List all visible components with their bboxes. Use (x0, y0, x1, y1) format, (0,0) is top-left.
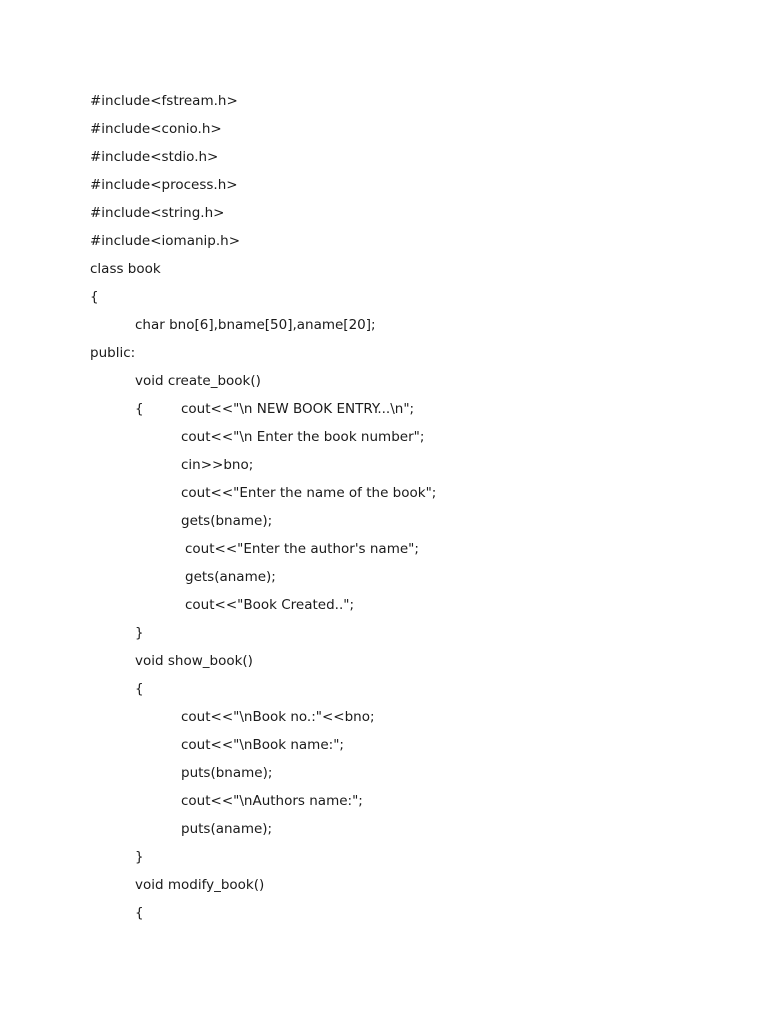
code-line (90, 762, 730, 790)
code-text: } (135, 849, 144, 865)
code-text: gets(aname); (185, 569, 276, 585)
code-text: #include<iomanip.h> (90, 233, 241, 249)
code-line (90, 342, 730, 370)
code-line (90, 146, 730, 174)
code-text: cout<<"\n NEW BOOK ENTRY...\n"; (181, 401, 415, 417)
code-line (90, 90, 730, 118)
code-text: public: (90, 345, 136, 361)
code-text: #include<fstream.h> (90, 93, 238, 109)
code-line (90, 510, 730, 538)
code-line (90, 650, 730, 678)
code-line (90, 902, 730, 930)
code-text: cout<<"Enter the author's name"; (185, 541, 419, 557)
code-line (90, 258, 730, 286)
code-line (90, 174, 730, 202)
code-line (90, 790, 730, 818)
code-text: cout<<"Enter the name of the book"; (181, 485, 437, 501)
code-line (90, 426, 730, 454)
code-text: { (135, 905, 144, 921)
code-line (90, 370, 730, 398)
code-text: puts(bname); (181, 765, 273, 781)
code-text: { (90, 289, 99, 305)
code-text: puts(aname); (181, 821, 273, 837)
code-line (90, 566, 730, 594)
code-text: cin>>bno; (181, 457, 254, 473)
code-line (90, 874, 730, 902)
code-line (90, 454, 730, 482)
code-line (90, 286, 730, 314)
code-text: char bno[6],bname[50],aname[20]; (135, 317, 376, 333)
code-text: void modify_book() (135, 877, 265, 893)
code-text: #include<stdio.h> (90, 149, 219, 165)
code-line (90, 202, 730, 230)
code-text: #include<conio.h> (90, 121, 222, 137)
code-text: gets(bname); (181, 513, 273, 529)
code-text: { (135, 681, 144, 697)
code-text: cout<<"\nBook no.:"<<bno; (181, 709, 375, 725)
code-line (90, 398, 730, 426)
code-text: class book (90, 261, 161, 277)
code-line (90, 594, 730, 622)
code-text: } (135, 625, 144, 641)
code-line (90, 846, 730, 874)
code-line (90, 230, 730, 258)
code-text: void show_book() (135, 653, 253, 669)
code-line (90, 482, 730, 510)
code-text: cout<<"\nAuthors name:"; (181, 793, 363, 809)
code-line (90, 118, 730, 146)
code-line (90, 538, 730, 566)
code-text: cout<<"Book Created.."; (185, 597, 355, 613)
code-line (90, 622, 730, 650)
code-text: #include<string.h> (90, 205, 225, 221)
code-listing (90, 90, 730, 930)
code-text: void create_book() (135, 373, 261, 389)
code-text: cout<<"\nBook name:"; (181, 737, 344, 753)
code-line (90, 706, 730, 734)
code-line (90, 818, 730, 846)
code-text: { (135, 401, 144, 417)
code-line (90, 734, 730, 762)
code-text: cout<<"\n Enter the book number"; (181, 429, 425, 445)
code-line (90, 678, 730, 706)
code-text: #include<process.h> (90, 177, 238, 193)
code-line (90, 314, 730, 342)
